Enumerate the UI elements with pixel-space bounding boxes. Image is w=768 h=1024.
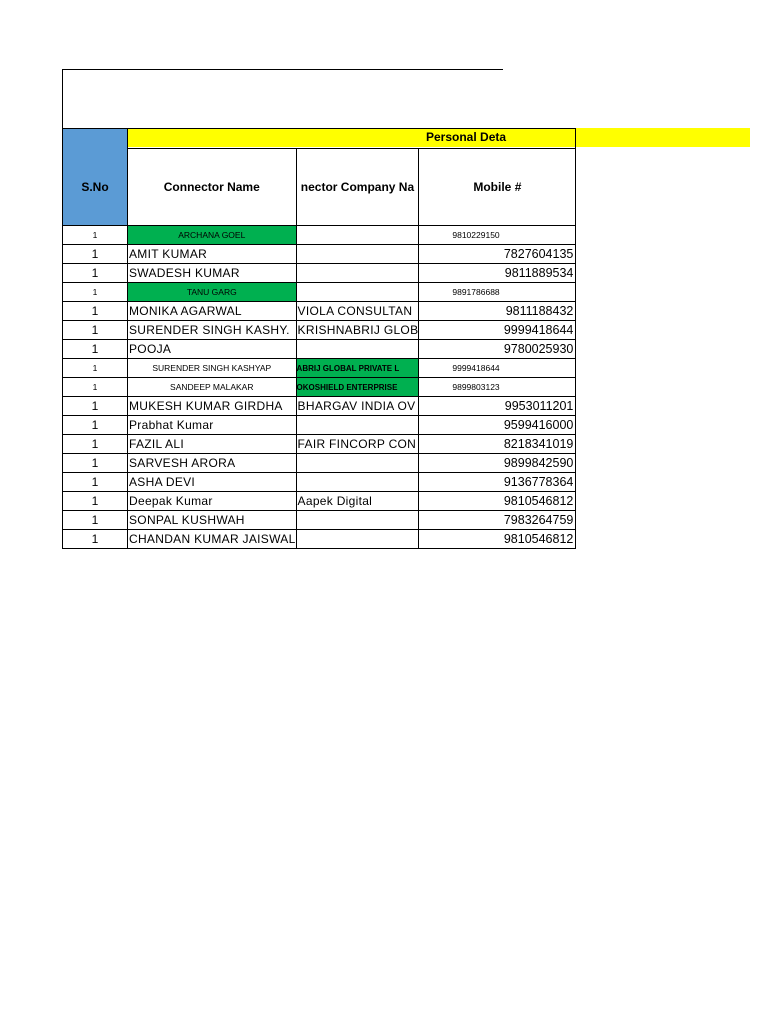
header-connector-name[interactable]: Connector Name (128, 149, 297, 226)
cell-connector-name[interactable]: POOJA (128, 340, 297, 359)
cell-company-name[interactable] (296, 511, 419, 530)
cell-company-name[interactable]: OKOSHIELD ENTERPRISE (296, 378, 419, 397)
cell-company-name[interactable] (296, 245, 419, 264)
cell-company-name[interactable] (296, 416, 419, 435)
cell-sno[interactable]: 1 (63, 511, 128, 530)
band-cell (419, 129, 576, 149)
cell-mobile[interactable]: 9999418644 (419, 321, 576, 340)
cell-company-name[interactable] (296, 473, 419, 492)
cell-mobile[interactable]: 7983264759 (419, 511, 576, 530)
table-row (63, 530, 576, 549)
table-row (63, 492, 576, 511)
cell-company-name[interactable]: Aapek Digital (296, 492, 419, 511)
cell-sno[interactable]: 1 (63, 340, 128, 359)
cell-mobile[interactable]: 8218341019 (419, 435, 576, 454)
cell-connector-name[interactable]: Deepak Kumar (128, 492, 297, 511)
cell-mobile[interactable]: 9953011201 (419, 397, 576, 416)
band-row (63, 129, 576, 149)
cell-company-name[interactable] (296, 226, 419, 245)
cell-connector-name[interactable]: ARCHANA GOEL (128, 226, 297, 245)
table-row (63, 359, 576, 378)
cell-sno[interactable]: 1 (63, 226, 128, 245)
cell-mobile[interactable]: 9810546812 (419, 530, 576, 549)
table-row (63, 321, 576, 340)
cell-sno[interactable]: 1 (63, 473, 128, 492)
cell-sno[interactable]: 1 (63, 397, 128, 416)
cell-connector-name[interactable]: Prabhat Kumar (128, 416, 297, 435)
cell-mobile[interactable]: 9999418644 (419, 359, 576, 378)
cell-company-name[interactable]: FAIR FINCORP CON (296, 435, 419, 454)
cell-connector-name[interactable]: FAZIL ALI (128, 435, 297, 454)
cell-mobile[interactable]: 9599416000 (419, 416, 576, 435)
cell-sno[interactable]: 1 (63, 283, 128, 302)
cell-sno[interactable]: 1 (63, 359, 128, 378)
merged-title-cell[interactable] (62, 69, 503, 129)
cell-mobile[interactable]: 9810229150 (419, 226, 576, 245)
data-table-wrapper (62, 128, 576, 549)
cell-connector-name[interactable]: MUKESH KUMAR GIRDHA (128, 397, 297, 416)
cell-connector-name[interactable]: CHANDAN KUMAR JAISWAL (128, 530, 297, 549)
cell-connector-name[interactable]: SWADESH KUMAR (128, 264, 297, 283)
cell-connector-name[interactable]: SANDEEP MALAKAR (128, 378, 297, 397)
band-cell (296, 129, 419, 149)
cell-company-name[interactable] (296, 283, 419, 302)
cell-mobile[interactable]: 9136778364 (419, 473, 576, 492)
table-row (63, 397, 576, 416)
cell-connector-name[interactable]: ASHA DEVI (128, 473, 297, 492)
cell-mobile[interactable]: 9811188432 (419, 302, 576, 321)
cell-connector-name[interactable]: SURENDER SINGH KASHYAP (128, 359, 297, 378)
cell-connector-name[interactable]: SONPAL KUSHWAH (128, 511, 297, 530)
band-cell (128, 129, 297, 149)
table-row (63, 416, 576, 435)
table-row (63, 226, 576, 245)
cell-sno[interactable]: 1 (63, 245, 128, 264)
cell-mobile[interactable]: 7827604135 (419, 245, 576, 264)
cell-connector-name[interactable]: AMIT KUMAR (128, 245, 297, 264)
table-row (63, 245, 576, 264)
cell-sno[interactable]: 1 (63, 302, 128, 321)
cell-sno[interactable]: 1 (63, 435, 128, 454)
cell-mobile[interactable]: 9891786688 (419, 283, 576, 302)
cell-company-name[interactable]: VIOLA CONSULTAN (296, 302, 419, 321)
cell-company-name[interactable]: ABRIJ GLOBAL PRIVATE L (296, 359, 419, 378)
section-title: Personal Deta (426, 130, 507, 144)
cell-connector-name[interactable]: MONIKA AGARWAL (128, 302, 297, 321)
cell-sno[interactable]: 1 (63, 454, 128, 473)
cell-connector-name[interactable]: SURENDER SINGH KASHY. (128, 321, 297, 340)
cell-sno[interactable]: 1 (63, 530, 128, 549)
cell-sno[interactable]: 1 (63, 378, 128, 397)
cell-sno[interactable]: 1 (63, 492, 128, 511)
cell-mobile[interactable]: 9780025930 (419, 340, 576, 359)
connector-table (62, 128, 576, 549)
cell-connector-name[interactable]: TANU GARG (128, 283, 297, 302)
cell-mobile[interactable]: 9810546812 (419, 492, 576, 511)
table-row (63, 435, 576, 454)
cell-company-name[interactable] (296, 264, 419, 283)
cell-mobile[interactable]: 9899842590 (419, 454, 576, 473)
header-sno[interactable]: S.No (63, 149, 128, 226)
header-mobile[interactable]: Mobile # (419, 149, 576, 226)
cell-mobile[interactable]: 9899803123 (419, 378, 576, 397)
table-row (63, 283, 576, 302)
cell-company-name[interactable] (296, 340, 419, 359)
table-row (63, 511, 576, 530)
cell-company-name[interactable]: KRISHNABRIJ GLOB (296, 321, 419, 340)
header-company-name[interactable]: nector Company Na (296, 149, 419, 226)
cell-company-name[interactable] (296, 530, 419, 549)
cell-sno[interactable]: 1 (63, 264, 128, 283)
cell-sno[interactable]: 1 (63, 416, 128, 435)
cell-connector-name[interactable]: SARVESH ARORA (128, 454, 297, 473)
table-row (63, 264, 576, 283)
table-row (63, 454, 576, 473)
table-row (63, 302, 576, 321)
blue-corner-cell[interactable] (63, 129, 128, 149)
cell-sno[interactable]: 1 (63, 321, 128, 340)
cell-company-name[interactable]: BHARGAV INDIA OV (296, 397, 419, 416)
header-row (63, 149, 576, 226)
table-row (63, 378, 576, 397)
cell-company-name[interactable] (296, 454, 419, 473)
table-row (63, 473, 576, 492)
table-row (63, 340, 576, 359)
cell-mobile[interactable]: 9811889534 (419, 264, 576, 283)
